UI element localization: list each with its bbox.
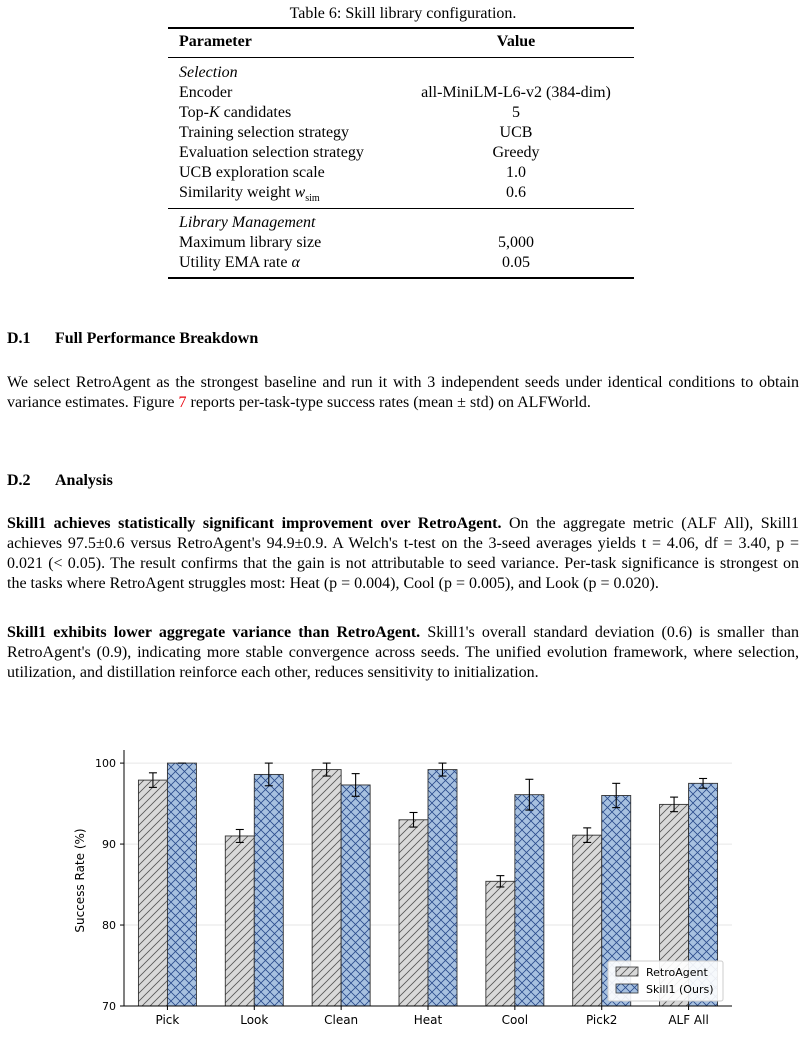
table-section-title: Library Management xyxy=(179,214,316,231)
bar-chart-svg xyxy=(0,740,806,1032)
table-header-rule xyxy=(168,57,634,58)
x-tick-label: Pick xyxy=(155,1013,180,1027)
table-value: 0.6 xyxy=(506,184,526,201)
x-tick-label: Heat xyxy=(413,1013,443,1027)
d1-text-b: reports per-task-type success rates (mean ± std) on ALFWorld. xyxy=(186,394,591,411)
table-param: Maximum library size xyxy=(179,234,322,251)
bar xyxy=(486,881,515,1006)
bar xyxy=(138,780,167,1006)
section-heading-d2 xyxy=(7,472,113,490)
table-section-rule xyxy=(168,208,634,209)
table-section-title: Selection xyxy=(179,64,238,81)
table-value: Greedy xyxy=(492,144,540,161)
x-tick-label: Pick2 xyxy=(585,1013,618,1027)
x-tick-label: Clean xyxy=(324,1013,359,1027)
y-tick-label: 80 xyxy=(102,919,116,933)
x-tick-label: Cool xyxy=(501,1013,529,1027)
table-header-value: Value xyxy=(496,33,536,50)
legend-label: Skill1 (Ours) xyxy=(646,983,714,996)
legend-swatch xyxy=(616,967,638,976)
y-tick-label: 70 xyxy=(102,1000,116,1013)
d2-p2-text: Skill1's overall standard deviation (0.6) is smaller than RetroAgent's (0.9), indicating more stable convergence across seeds. The unified evolution framework, where selection, utilization, and distillation reinforce each other, reduces sensitivity to initialization. xyxy=(7,624,799,681)
d1-paragraph xyxy=(7,373,799,413)
table-value: 0.05 xyxy=(502,254,530,271)
legend-swatch xyxy=(616,984,638,993)
table-value: all-MiniLM-L6-v2 (384-dim) xyxy=(421,84,611,101)
table-value: 5 xyxy=(512,104,520,121)
bar xyxy=(515,795,544,1006)
bar xyxy=(225,836,254,1006)
d2-paragraph-2 xyxy=(7,623,799,683)
section-title: Full Performance Breakdown xyxy=(55,330,259,347)
bar xyxy=(167,763,196,1006)
d2-p2-lead: Skill1 exhibits lower aggregate variance than RetroAgent. xyxy=(7,624,421,641)
table-value: UCB xyxy=(499,124,533,141)
bar xyxy=(399,820,428,1006)
table-caption: Table 6: Skill library configuration. xyxy=(289,5,517,22)
bar xyxy=(254,774,283,1006)
y-tick-label: 100 xyxy=(95,757,116,771)
table-param: Training selection strategy xyxy=(179,124,350,141)
y-axis-label: Success Rate (%) xyxy=(73,828,87,933)
table-top-rule xyxy=(168,27,634,29)
table-value: 5,000 xyxy=(498,234,534,251)
table-value: 1.0 xyxy=(506,164,526,181)
section-number: D.1 xyxy=(7,330,31,347)
section-number: D.2 xyxy=(7,472,31,489)
figure-ref-link[interactable]: 7 xyxy=(178,394,187,411)
section-title: Analysis xyxy=(55,472,113,489)
table-param: Evaluation selection strategy xyxy=(179,144,364,161)
table-bottom-rule xyxy=(168,277,634,279)
table-param: Similarity weight $w_{sim}$ xyxy=(179,184,320,205)
table-param: Encoder xyxy=(179,84,233,101)
success-rate-chart xyxy=(0,740,806,1032)
bar xyxy=(573,835,602,1006)
bar xyxy=(312,770,341,1006)
chart-legend xyxy=(608,961,723,1001)
x-tick-label: Look xyxy=(240,1013,269,1027)
d2-p1-lead: Skill1 achieves statistically significant improvement over RetroAgent. xyxy=(7,515,502,532)
y-tick-label: 90 xyxy=(102,838,116,852)
bar xyxy=(428,770,457,1006)
d1-text-a: We select RetroAgent as the strongest baseline and run it with 3 independent seeds under identical conditions to obtain variance estimates. Figure xyxy=(7,374,799,411)
table-param: Utility EMA rate α xyxy=(179,254,300,271)
d2-p1-text: On the aggregate metric (ALF All), Skill1 achieves 97.5±0.6 versus RetroAgent's 94.9±0.9. A Welch's t-test on the 3-seed averages yields t = 4.06, df = 3.40, p = 0.021 (< 0.05). The result confirms that the gain is not attributable to seed variance. Per-task significance is strongest on the tasks where RetroAgent struggles most: Heat (p = 0.004), Cool (p = 0.005), and Look (p = 0.020). xyxy=(7,515,800,592)
table-param: UCB exploration scale xyxy=(179,164,325,181)
table-header-parameter: Parameter xyxy=(179,33,252,50)
section-heading-d1 xyxy=(7,330,258,348)
d2-paragraph-1 xyxy=(7,514,799,594)
x-tick-label: ALF All xyxy=(668,1013,709,1027)
bar xyxy=(341,785,370,1006)
legend-label: RetroAgent xyxy=(646,966,708,979)
table-param: Top-K candidates xyxy=(179,104,292,121)
